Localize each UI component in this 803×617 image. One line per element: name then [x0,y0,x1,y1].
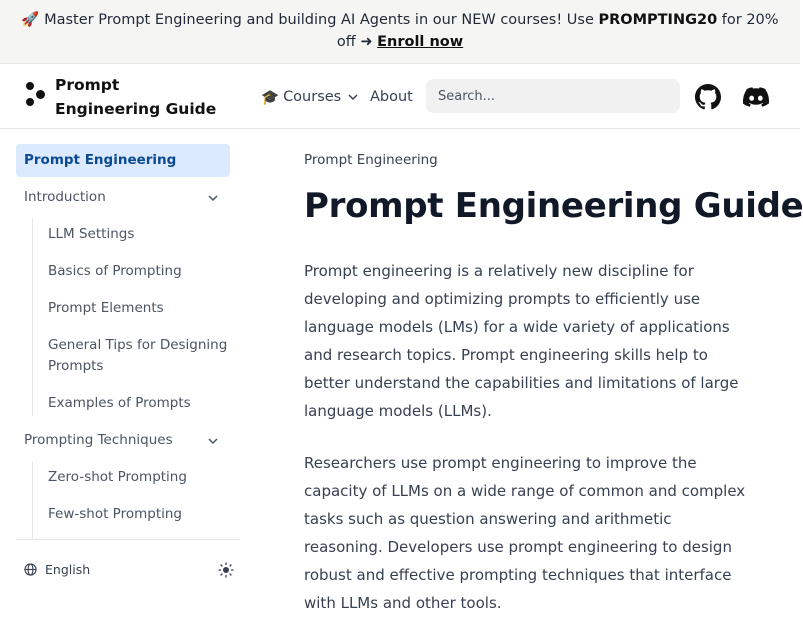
top-navbar [0,64,800,129]
sidebar-item-prompt-engineering[interactable] [16,144,230,177]
site-title[interactable]: Prompt Engineering Guide [55,76,217,118]
sidebar-item-label: Prompt Engineering [24,152,177,168]
promo-code: PROMPTING20 [598,12,718,28]
graduation-cap-icon: 🎓 [261,89,280,106]
discord-icon[interactable] [743,84,769,110]
sidebar-item-examples-of-prompts[interactable]: Examples of Prompts [48,395,191,411]
sun-icon[interactable] [218,562,234,578]
sidebar-item-llm-settings[interactable]: LLM Settings [48,226,135,242]
promo-banner-text [14,9,786,53]
courses-menu[interactable] [261,86,359,108]
logo-icon[interactable] [24,82,48,110]
chevron-down-icon [347,91,359,103]
language-label: English [45,562,91,577]
sidebar-item-zero-shot-prompting[interactable]: Zero-shot Prompting [48,469,187,485]
promo-banner [0,0,800,64]
sidebar-item-general-tips[interactable]: General Tips for Designing Prompts [48,337,228,374]
page-title: Prompt Engineering Guide [304,186,803,226]
chevron-down-icon[interactable] [206,191,220,205]
sidebar-footer [16,539,240,600]
researchers-paragraph: Researchers use prompt engineering to improve the capacity of LLMs on a wide range of common and complex tasks such as question answering and arithmetic reasoning. Developers use prompt engineering to design robust and effective prompting techniques that interface with LLMs and other tools. [304,454,746,612]
sidebar-tree-line [32,461,33,539]
rocket-icon: 🚀 [21,12,40,28]
sidebar-item-introduction[interactable]: Introduction [24,189,106,205]
sidebar [0,129,256,600]
breadcrumb: Prompt Engineering [304,152,438,168]
promo-text-after: for 20% off ➜ [336,12,779,50]
sidebar-item-few-shot-prompting[interactable]: Few-shot Prompting [48,506,182,522]
sidebar-tree-line [32,218,33,416]
sidebar-item-basics-of-prompting[interactable]: Basics of Prompting [48,263,182,279]
courses-label: Courses [283,89,342,105]
promo-text-before: Master Prompt Engineering and building AI Agents in our NEW courses! Use [44,12,594,28]
enroll-now-link[interactable]: Enroll now [377,34,464,50]
intro-paragraph: Prompt engineering is a relatively new discipline for developing and optimizing prompts to efficiently use language models (LMs) for a wide variety of applications and research topics. Prompt engineering skills help to better understand the capabilities and limitations of large language models (LLMs). [304,262,739,420]
chevron-down-icon[interactable] [206,434,220,448]
sidebar-item-prompting-techniques[interactable]: Prompting Techniques [24,432,173,448]
search-input[interactable] [426,79,680,113]
about-link[interactable]: About [370,89,413,105]
sidebar-item-prompt-elements[interactable]: Prompt Elements [48,300,164,316]
globe-icon [24,563,37,576]
github-icon[interactable] [695,84,721,110]
language-selector[interactable] [24,562,90,577]
